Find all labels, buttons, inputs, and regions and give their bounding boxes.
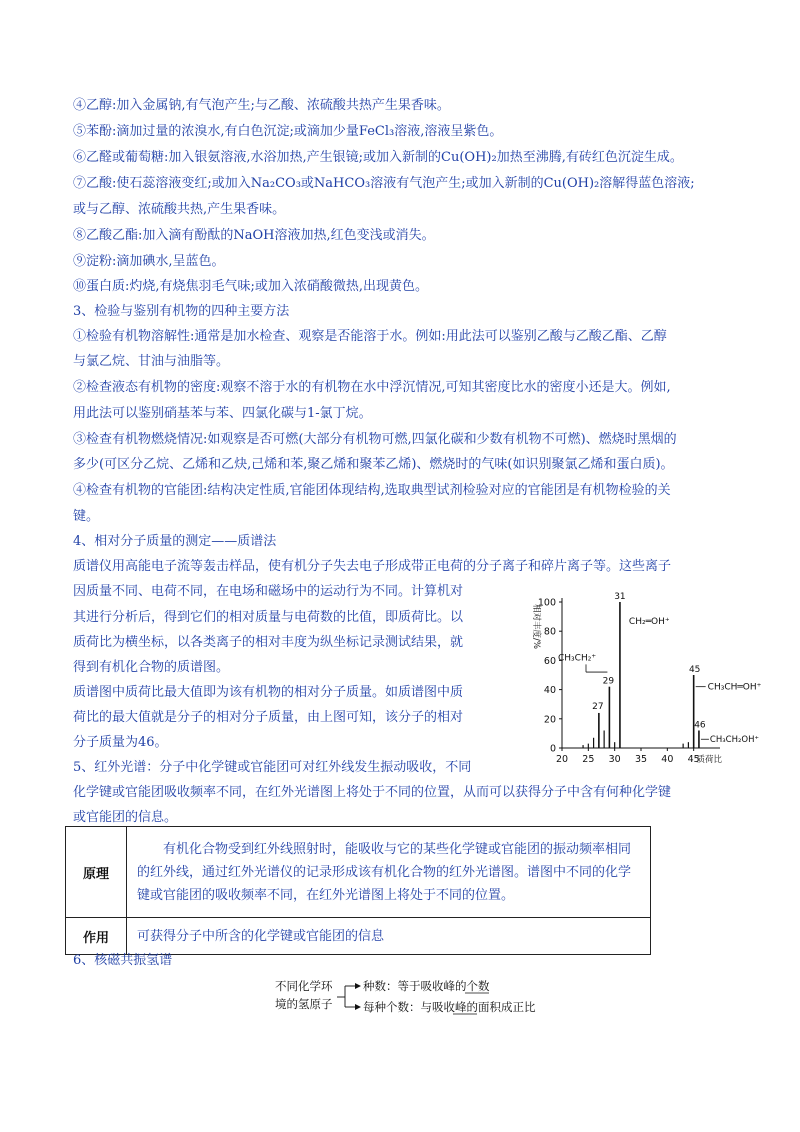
text-line: 多少(可区分乙烷、乙烯和乙炔,己烯和苯,聚乙烯和聚苯乙烯)、燃烧时的气味(如识别聚氯乙烯和蛋白质)。 — [73, 457, 674, 472]
x-tick-label: 30 — [608, 754, 621, 765]
text-line: 分子质量为46。 — [73, 735, 168, 750]
arrow-head-icon — [355, 1004, 361, 1010]
text-line: ④检查有机物的官能团:结构决定性质,官能团体现结构,选取典型试剂检验对应的官能团是有机物检验的关 — [73, 483, 671, 498]
x-tick-label: 20 — [555, 754, 569, 765]
text-line: ⑥乙醛或葡萄糖:加入银氨溶液,水浴加热,产生银镜;或加入新制的Cu(OH)₂加热至沸腾,有砖红色沉淀生成。 — [73, 150, 683, 165]
ion-annotation: CH₃CH₂⁺ — [558, 653, 597, 664]
text-line: 或与乙醇、浓硫酸共热,产生果香味。 — [73, 202, 286, 217]
section-heading: 3、检验与鉴别有机物的四种主要方法 — [73, 304, 290, 319]
peak-label: 31 — [614, 592, 626, 602]
section-heading: 5、红外光谱：分子中化学键或官能团可对红外线发生振动吸收，不同 — [73, 760, 472, 775]
y-tick-label: 60 — [543, 655, 556, 667]
function-content: 可获得分子中所含的化学键或官能团的信息 — [127, 918, 651, 955]
y-tick-label: 20 — [543, 714, 556, 726]
x-tick-label: 45 — [687, 754, 700, 765]
text-line: 得到有机化合物的质谱图。 — [73, 660, 230, 675]
text-line: ③检查有机物燃烧情况:如观察是否可燃(大部分有机物可燃,四氯化碳和少数有机物不可燃)、燃烧时黑烟的 — [73, 432, 677, 447]
mass-spectrum-chart — [520, 586, 762, 772]
text-line: 质谱图中质荷比最大值即为该有机物的相对分子质量。如质谱图中质 — [73, 685, 464, 700]
text-line: ⑧乙酸乙酯:加入滴有酚酞的NaOH溶液加热,红色变浅或消失。 — [73, 228, 435, 243]
ion-annotation: CH₃CH═OH⁺ — [707, 682, 762, 693]
nmr-diagram — [275, 976, 545, 1020]
nmr-right-line1: 种数：等于吸收峰的个数 — [363, 979, 490, 993]
row-header-principle: 原理 — [66, 827, 127, 918]
nmr-right-line2: 每种个数：与吸收峰的面积成正比 — [363, 1000, 536, 1014]
ion-annotation: CH₃CH₂OH⁺ — [709, 735, 759, 746]
x-axis-label: 质荷比 — [696, 755, 722, 765]
y-tick-label: 0 — [549, 743, 556, 755]
peak-label: 45 — [688, 665, 701, 675]
text-line: 或官能团的信息。 — [73, 810, 178, 825]
text-line: 质荷比为横坐标，以各类离子的相对丰度为纵坐标记录测试结果，就 — [73, 635, 464, 650]
table-row — [66, 918, 651, 955]
y-axis-label: 相对丰度/% — [531, 604, 541, 649]
peak-label: 46 — [694, 720, 706, 731]
section-heading: 6、核磁共振氢谱 — [73, 953, 173, 968]
text-line: ⑤苯酚:滴加过量的浓溴水,有白色沉淀;或滴加少量FeCl₃溶液,溶液呈紫色。 — [73, 124, 503, 139]
y-tick-label: 100 — [537, 597, 556, 609]
text-line: 化学键或官能团吸收频率不同，在红外光谱图上将处于不同的位置，从而可以获得分子中含有何种化学键 — [73, 785, 672, 800]
bracket-arrow — [337, 986, 355, 1007]
nmr-left-line2: 境的氢原子 — [275, 997, 333, 1011]
section-heading: 4、相对分子质量的测定——质谱法 — [73, 534, 277, 549]
ion-annotation: CH₂═OH⁺ — [628, 617, 670, 627]
text-line: ④乙醇:加入金属钠,有气泡产生;与乙酸、浓硫酸共热产生果香味。 — [73, 98, 450, 113]
text-line: 其进行分析后，得到它们的相对质量与电荷数的比值，即质荷比。以 — [73, 610, 464, 625]
text-line: 键。 — [73, 509, 100, 524]
table-row — [66, 827, 651, 918]
peak-label: 29 — [602, 676, 615, 687]
y-tick-label: 80 — [543, 626, 556, 638]
arrow-head-icon — [355, 983, 361, 989]
ir-info-table — [65, 826, 651, 955]
text-line: 荷比的最大值就是分子的相对分子质量，由上图可知，该分子的相对 — [73, 710, 464, 725]
text-line: 质谱仪用高能电子流等轰击样品，使有机分子失去电子形成带正电荷的分子离子和碎片离子等。这些离子 — [73, 559, 672, 574]
text-line: ⑦乙酸:使石蕊溶液变红;或加入Na₂CO₃或NaHCO₃溶液有气泡产生;或加入新制的Cu(OH)₂溶解得蓝色溶液; — [73, 176, 695, 191]
text-line: ②检查液态有机物的密度:观察不溶于水的有机物在水中浮沉情况,可知其密度比水的密度小还是大。例如, — [73, 380, 671, 395]
x-tick-label: 25 — [582, 754, 595, 765]
y-tick-label: 40 — [543, 685, 556, 697]
row-header-function: 作用 — [66, 918, 127, 955]
x-tick-label: 35 — [634, 754, 648, 765]
nmr-left-line1: 不同化学环 — [275, 979, 333, 993]
text-line: ①检验有机物溶解性:通常是加水检查、观察是否能溶于水。例如:用此法可以鉴别乙酸与乙酸乙酯、乙醇 — [73, 329, 667, 344]
text-line: 与氯乙烷、甘油与油脂等。 — [73, 354, 230, 369]
x-tick-label: 40 — [661, 754, 674, 765]
text-line: ⑨淀粉:滴加碘水,呈蓝色。 — [73, 254, 225, 269]
text-line: 因质量不同、电荷不同，在电场和磁场中的运动行为不同。计算机对 — [73, 584, 464, 599]
peak-label: 27 — [592, 701, 604, 712]
principle-content: 有机化合物受到红外线照射时，能吸收与它的某些化学键或官能团的振动频率相同的红外线，通过红外光谱仪的记录形成该有机化合物的红外光谱图。谱图中不同的化学键或官能团的吸收频率不同，在红外光谱图上将处于不同的位置。 — [127, 827, 651, 918]
text-line: ⑩蛋白质:灼烧,有烧焦羽毛气味;或加入浓硝酸微热,出现黄色。 — [73, 279, 429, 294]
text-line: 用此法可以鉴别硝基苯与苯、四氯化碳与1-氯丁烷。 — [73, 406, 372, 421]
